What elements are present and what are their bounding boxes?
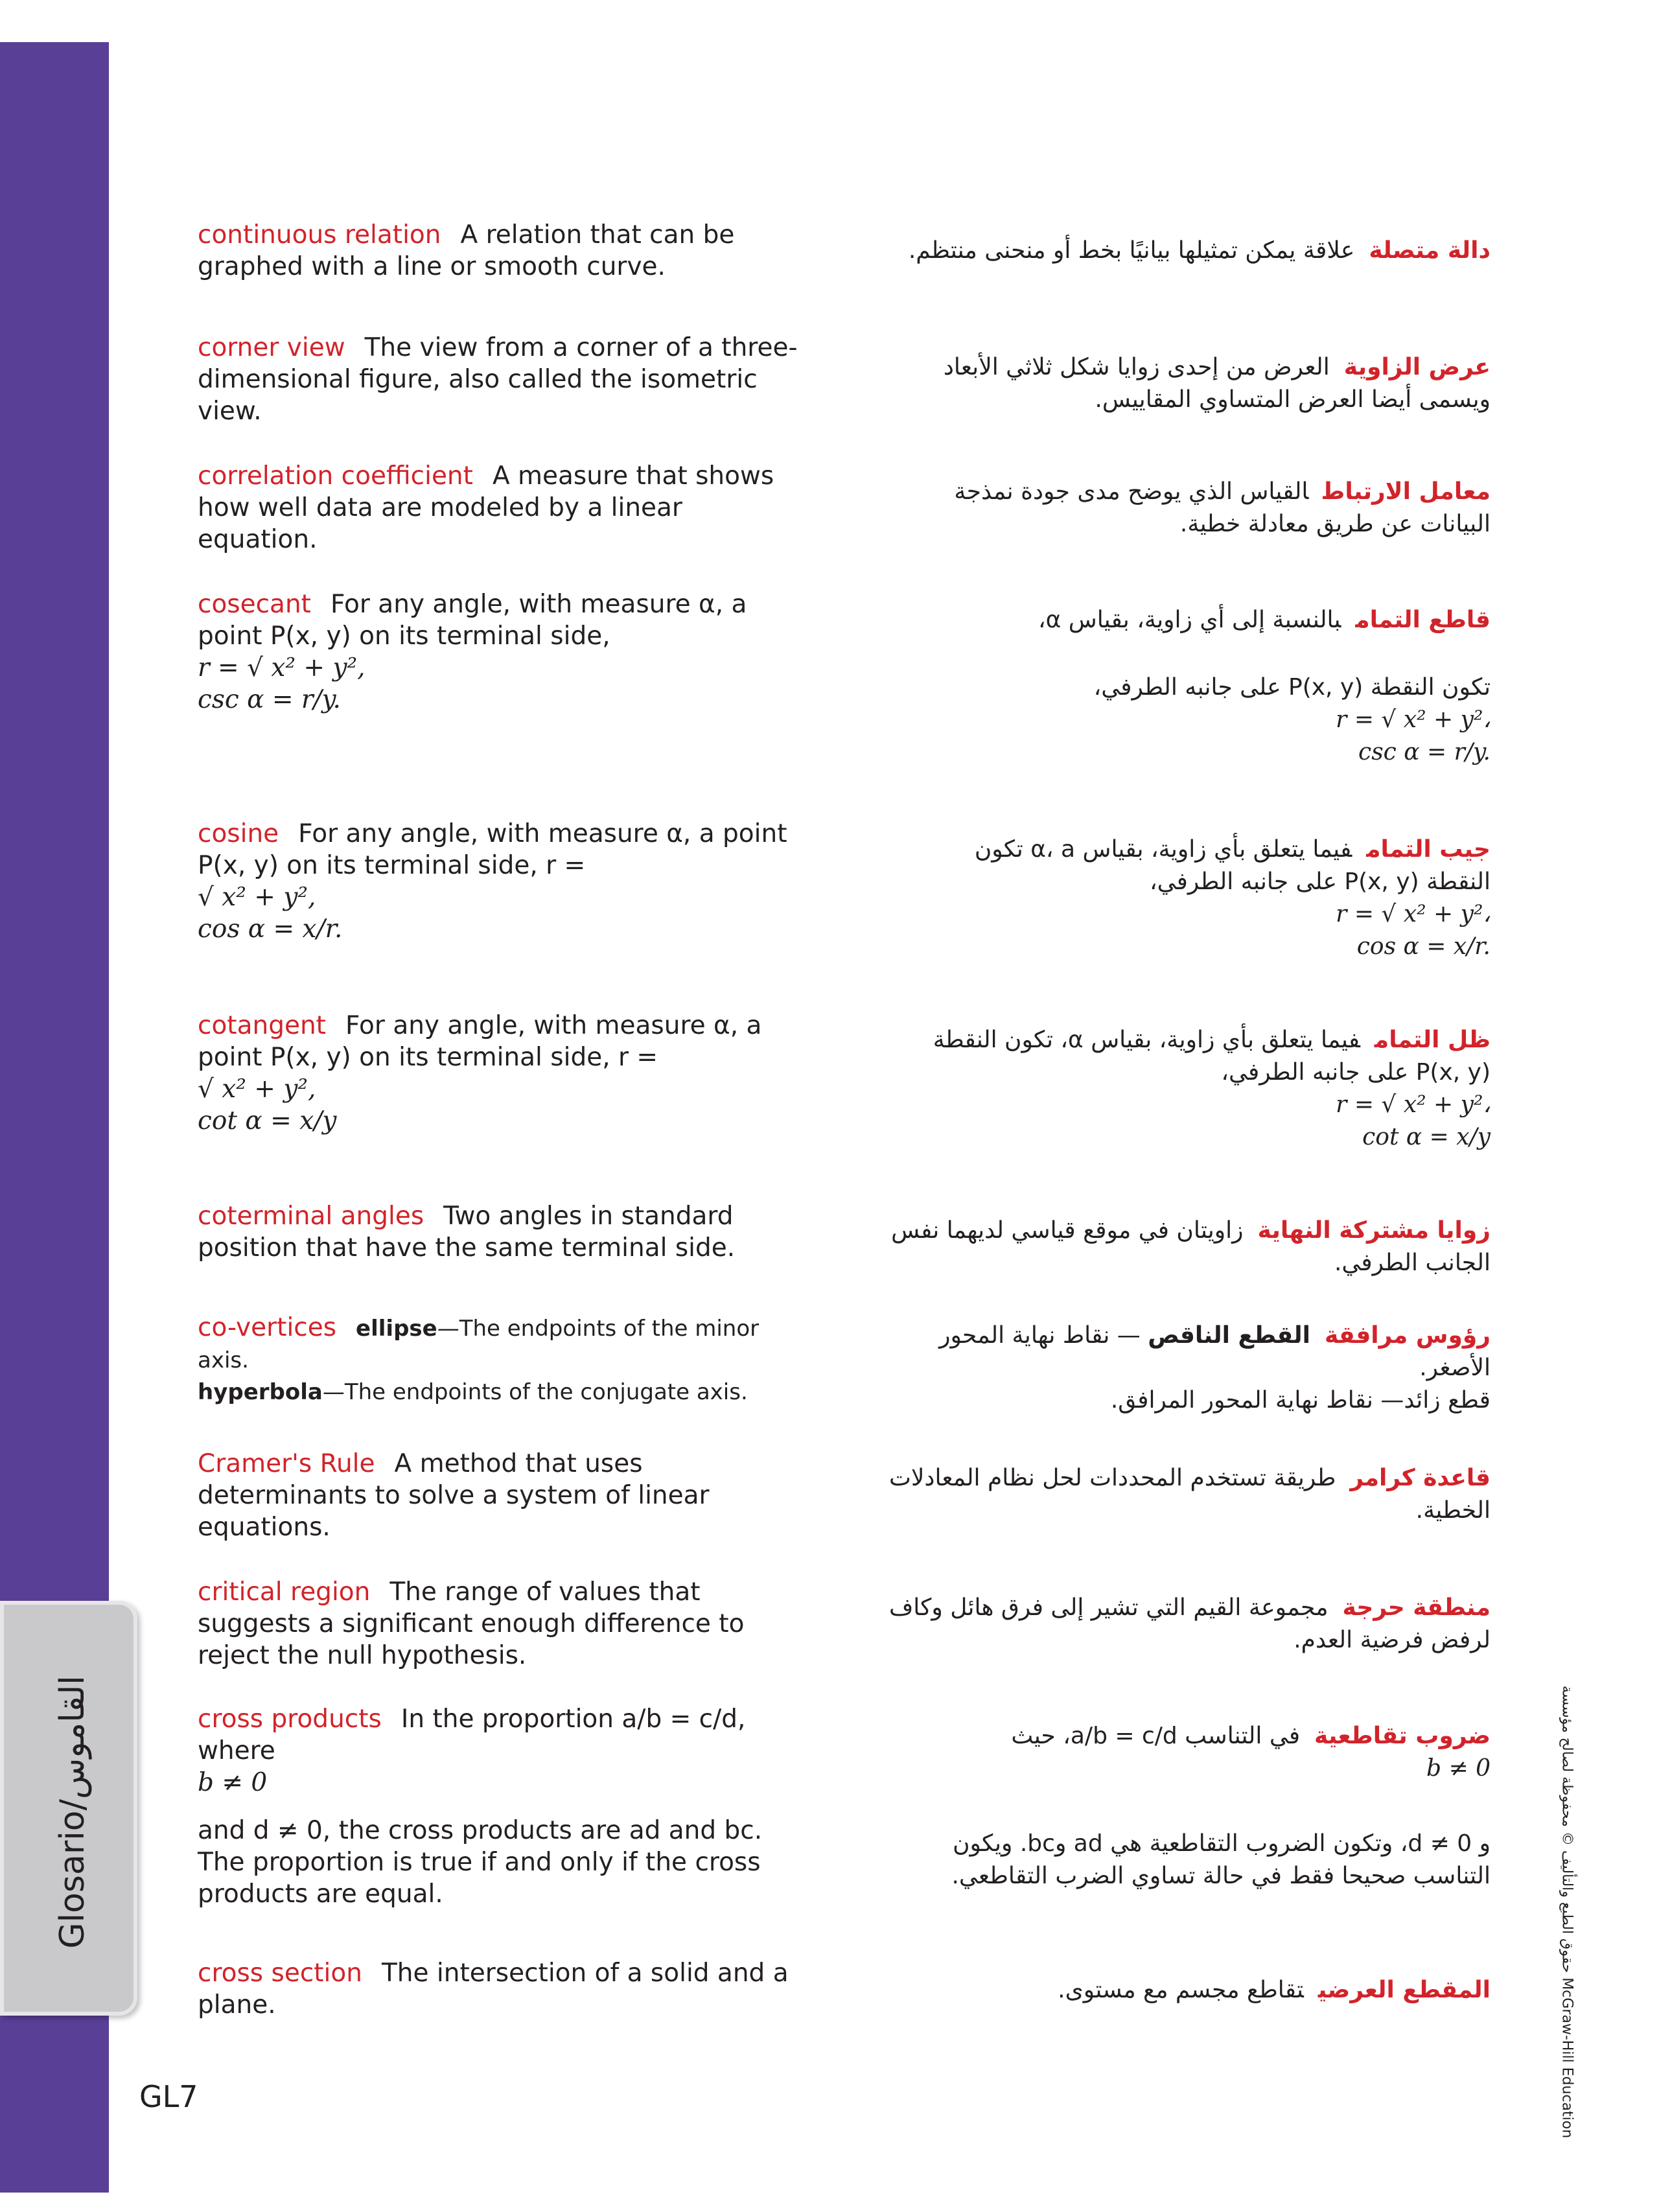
formula: csc α = r/y. [198,685,341,714]
entry-ar-critical-region [888,1592,1491,1657]
term-ar-cotangent: ظل التمام [1374,1027,1491,1053]
definition: —The endpoints of the conjugate axis. [322,1379,748,1405]
definition: Two angles in standard position that have the same terminal side. [198,1202,736,1263]
entry-ar-corner-view [888,351,1491,416]
term-cross-products: cross products [198,1705,382,1734]
definition: The view from a corner of a three-dimensional figure, also called the isometric view. [198,333,798,426]
term-corner-view: corner view [198,333,345,362]
term-coterminal-angles: coterminal angles [198,1202,424,1231]
term-cosine: cosine [198,819,279,848]
definition-ar: فيما يتعلق بأي زاوية، بقياس α، a تكون [974,836,1352,863]
entry-critical-region [198,1576,807,1671]
term-ar-cross-section: المقطع العرضي [1317,1977,1491,2003]
side-tab-label: Glosario/القاموس [53,1675,92,1949]
label-ellipse: ellipse [356,1316,437,1342]
formula: cot α = x/y [198,1106,337,1135]
entry-ar-coterminal-angles [888,1215,1491,1279]
definition: and d ≠ 0, the cross products are ad and bc. The proportion is true if and only if the cross products are equal. [198,1816,763,1909]
definition-ar: طريقة تستخدم المحددات لحل نظام المعادلات الخطية. [888,1465,1491,1524]
formula: b ≠ 0 [198,1768,268,1797]
definition-ar: في التناسب a/b = c/d، حيث [1011,1723,1301,1749]
term-ar-cosine: جيب التمام [1366,836,1491,863]
term-ar-coterminal-angles: زوايا مشتركة النهاية [1257,1217,1491,1244]
formula: cot α = x/y [1362,1124,1491,1150]
copyright-notice: حقوق الطبع والتأليف © محفوظة لصالح مؤسسة McGraw-Hill Education [1559,1685,1575,2139]
entry-ar-cotangent [888,1024,1491,1154]
definition: The range of values that suggests a significant enough difference to reject the null hypothesis. [198,1578,745,1670]
term-cross-section: cross section [198,1959,362,1988]
entry-ar-cramers-rule [888,1462,1491,1527]
page-number: GL7 [139,2079,198,2114]
term-ar-cosecant: قاطع التمام [1355,607,1491,633]
entry-cosine [198,818,807,945]
formula: r = √ x² + y²، [1336,901,1491,927]
term-ar-co-vertices: رؤوس مرافقة [1324,1322,1491,1349]
definition: The intersection of a solid and a plane. [198,1959,789,2020]
term-ar-correlation-coefficient: معامل الارتباط [1323,478,1491,505]
term-cramers-rule: Cramer's Rule [198,1449,375,1478]
entry-ar-cosecant [888,604,1491,769]
term-co-vertices: co-vertices [198,1313,337,1342]
formula: cos α = x/r. [198,914,343,944]
definition-ar: زاويتان في موقع قياسي لديهما نفس الجانب الطرفي. [891,1217,1491,1276]
entry-continuous-relation [198,219,807,283]
entry-corner-view [198,332,807,427]
entry-cotangent [198,1010,807,1137]
entry-ar-cross-section [888,1974,1491,2007]
formula: r = √ x² + y², [198,653,365,682]
label-ar-ellipse: القطع الناقص [1148,1322,1310,1349]
definition-ar: و d ≠ 0، وتكون الضروب التقاطعية هي ad وbc. ويكون التناسب صحيحا فقط في حالة تساوي الضرب التقاطعي. [951,1830,1491,1889]
definition: —The endpoints of the minor axis. [198,1316,760,1373]
glossary-side-tab[interactable] [0,1601,137,2016]
term-ar-critical-region: منطقة حرجة [1342,1594,1491,1621]
definition-ar: — نقاط نهاية المحور الأصغر. [939,1322,1491,1381]
definition-ar: القياس الذي يوضح مدى جودة نمذجة البيانات عن طريق معادلة خطية. [954,478,1491,537]
definition-ar: العرض من إحدى زوايا شكل ثلاثي الأبعاد ويسمى أيضا العرض المتساوي المقاييس. [943,354,1491,413]
entry-cosecant [198,588,807,716]
definition: A measure that shows how well data are modeled by a linear equation. [198,461,774,554]
definition: For any angle, with measure α, a point P(x, y) on its terminal side, r = [198,819,787,880]
formula: √ x² + y², [198,1075,316,1104]
term-ar-corner-view: عرض الزاوية [1343,354,1491,380]
term-critical-region: critical region [198,1578,371,1607]
definition-ar: P(x, y) على جانبه الطرفي، [1221,1059,1491,1086]
definition-ar: فيما يتعلق بأي زاوية، بقياس α، تكون النقطة [933,1027,1360,1053]
definition-ar: قطع زائد— نقاط نهاية المحور المرافق. [1110,1387,1491,1414]
entry-ar-co-vertices [888,1320,1491,1417]
entry-co-vertices [198,1312,807,1408]
definition: In the proportion a/b = c/d, where [198,1705,746,1765]
formula: b ≠ 0 [1426,1755,1491,1782]
entry-cramers-rule [198,1448,807,1543]
entry-ar-continuous-relation [888,235,1491,267]
entry-cross-products-continued [198,1815,807,1910]
term-continuous-relation: continuous relation [198,220,441,250]
definition-ar: النقطة P(x, y) على جانبه الطرفي، [1150,868,1491,895]
term-cotangent: cotangent [198,1011,326,1040]
definition: For any angle, with measure α, a point P(x, y) on its terminal side, [198,590,747,651]
formula: r = √ x² + y²، [1336,706,1491,733]
entry-coterminal-angles [198,1200,807,1264]
entry-ar-correlation-coefficient [888,476,1491,541]
entry-ar-cross-products [888,1720,1491,1785]
definition: For any angle, with measure α, a point P(x, y) on its terminal side, r = [198,1011,762,1072]
entry-ar-cross-products-continued [888,1828,1491,1892]
term-correlation-coefficient: correlation coefficient [198,461,473,491]
definition-ar: مجموعة القيم التي تشير إلى فرق هائل وكاف لرفض فرضية العدم. [888,1594,1491,1653]
formula: √ x² + y², [198,883,316,912]
entry-ar-cosine [888,833,1491,963]
definition-ar: علاقة يمكن تمثيلها بيانيًا بخط أو منحنى منتظم. [908,237,1355,264]
entry-cross-products [198,1703,807,1799]
term-ar-cross-products: ضروب تقاطعية [1314,1723,1491,1749]
term-ar-continuous-relation: دالة متصلة [1369,237,1491,264]
formula: r = √ x² + y²، [1336,1091,1491,1118]
term-ar-cramers-rule: قاعدة كرامر [1350,1465,1491,1491]
term-cosecant: cosecant [198,590,311,619]
entry-cross-section [198,1957,807,2021]
formula: csc α = r/y. [1358,739,1491,765]
definition-ar: تقاطع مجسم مع مستوى. [1058,1977,1304,2003]
label-hyperbola: hyperbola [198,1379,323,1405]
formula: cos α = x/r. [1356,933,1491,960]
definition: A relation that can be graphed with a line or smooth curve. [198,220,735,281]
definition-ar: بالنسبة إلى أي زاوية، بقياس α، [1038,607,1341,633]
definition-ar: تكون النقطة P(x, y) على جانبه الطرفي، [1093,674,1491,701]
entry-correlation-coefficient [198,460,807,555]
definition: A method that uses determinants to solve a system of linear equations. [198,1449,710,1542]
